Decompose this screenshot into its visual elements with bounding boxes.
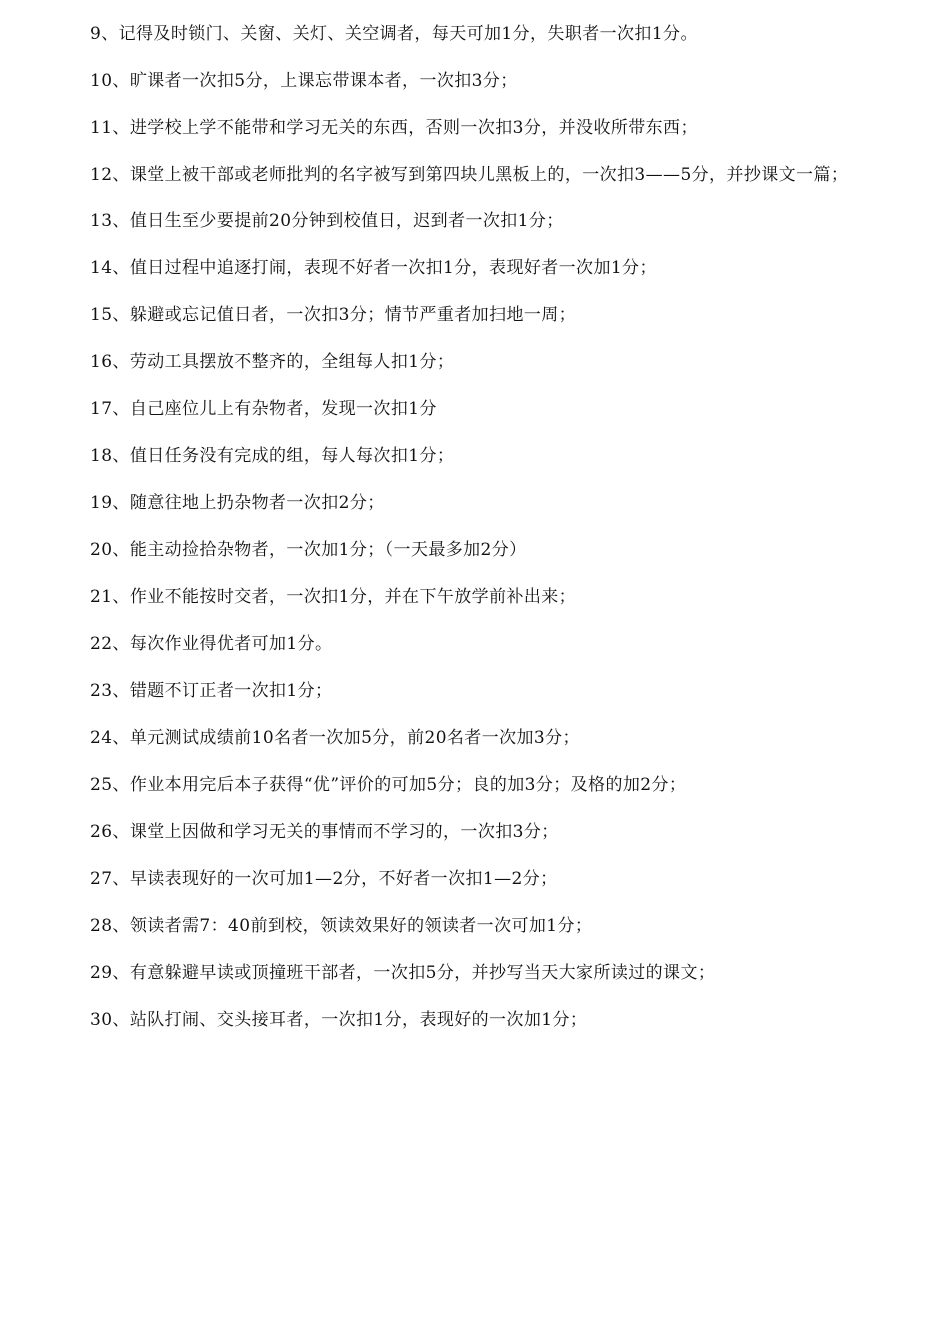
- rule-item-29: 29、有意躲避早读或顶撞班干部者，一次扣5分，并抄写当天大家所读过的课文；: [90, 963, 716, 983]
- rule-item-24: 24、单元测试成绩前10名者一次加5分，前20名者一次加3分；: [90, 728, 580, 748]
- rule-item-26: 26、课堂上因做和学习无关的事情而不学习的，一次扣3分；: [90, 822, 559, 842]
- rule-item-20: 20、能主动捡拾杂物者，一次加1分；（一天最多加2分）: [90, 540, 527, 560]
- rule-item-25: 25、作业本用完后本子获得“优”评价的可加5分；良的加3分；及格的加2分；: [90, 775, 687, 795]
- rule-item-28: 28、领读者需7：40前到校，领读效果好的领读者一次可加1分；: [90, 916, 593, 936]
- rule-item-14: 14、值日过程中追逐打闹，表现不好者一次扣1分，表现好者一次加1分；: [90, 258, 657, 278]
- rule-item-9: 9、记得及时锁门、关窗、关灯、关空调者，每天可加1分，失职者一次扣1分。: [90, 24, 698, 44]
- rule-item-23: 23、错题不订正者一次扣1分；: [90, 681, 333, 701]
- rule-item-21: 21、作业不能按时交者，一次扣1分，并在下午放学前补出来；: [90, 587, 577, 607]
- rule-item-19: 19、随意往地上扔杂物者一次扣2分；: [90, 493, 385, 513]
- rule-item-22: 22、每次作业得优者可加1分。: [90, 634, 333, 654]
- rules-list: [54, 22, 892, 1055]
- rule-item-16: 16、劳动工具摆放不整齐的，全组每人扣1分；: [90, 352, 455, 372]
- rule-item-11: 11、进学校上学不能带和学习无关的东西，否则一次扣3分，并没收所带东西；: [90, 118, 698, 138]
- rule-item-18: 18、值日任务没有完成的组，每人每次扣1分；: [90, 446, 455, 466]
- rule-item-15: 15、躲避或忘记值日者，一次扣3分；情节严重者加扫地一周；: [90, 305, 577, 325]
- rule-item-13: 13、值日生至少要提前20分钟到校值日，迟到者一次扣1分；: [90, 211, 564, 231]
- rule-item-12: 12、课堂上被干部或老师批判的名字被写到第四块儿黑板上的，一次扣3——5分，并抄课文一篇；: [90, 165, 849, 185]
- rule-item-17: 17、自己座位儿上有杂物者，发现一次扣1分: [90, 399, 437, 419]
- rule-item-10: 10、旷课者一次扣5分，上课忘带课本者，一次扣3分；: [90, 71, 518, 91]
- rule-item-30: 30、站队打闹、交头接耳者，一次扣1分，表现好的一次加1分；: [90, 1010, 588, 1030]
- rule-item-27: 27、早读表现好的一次可加1—2分，不好者一次扣1—2分；: [90, 869, 558, 889]
